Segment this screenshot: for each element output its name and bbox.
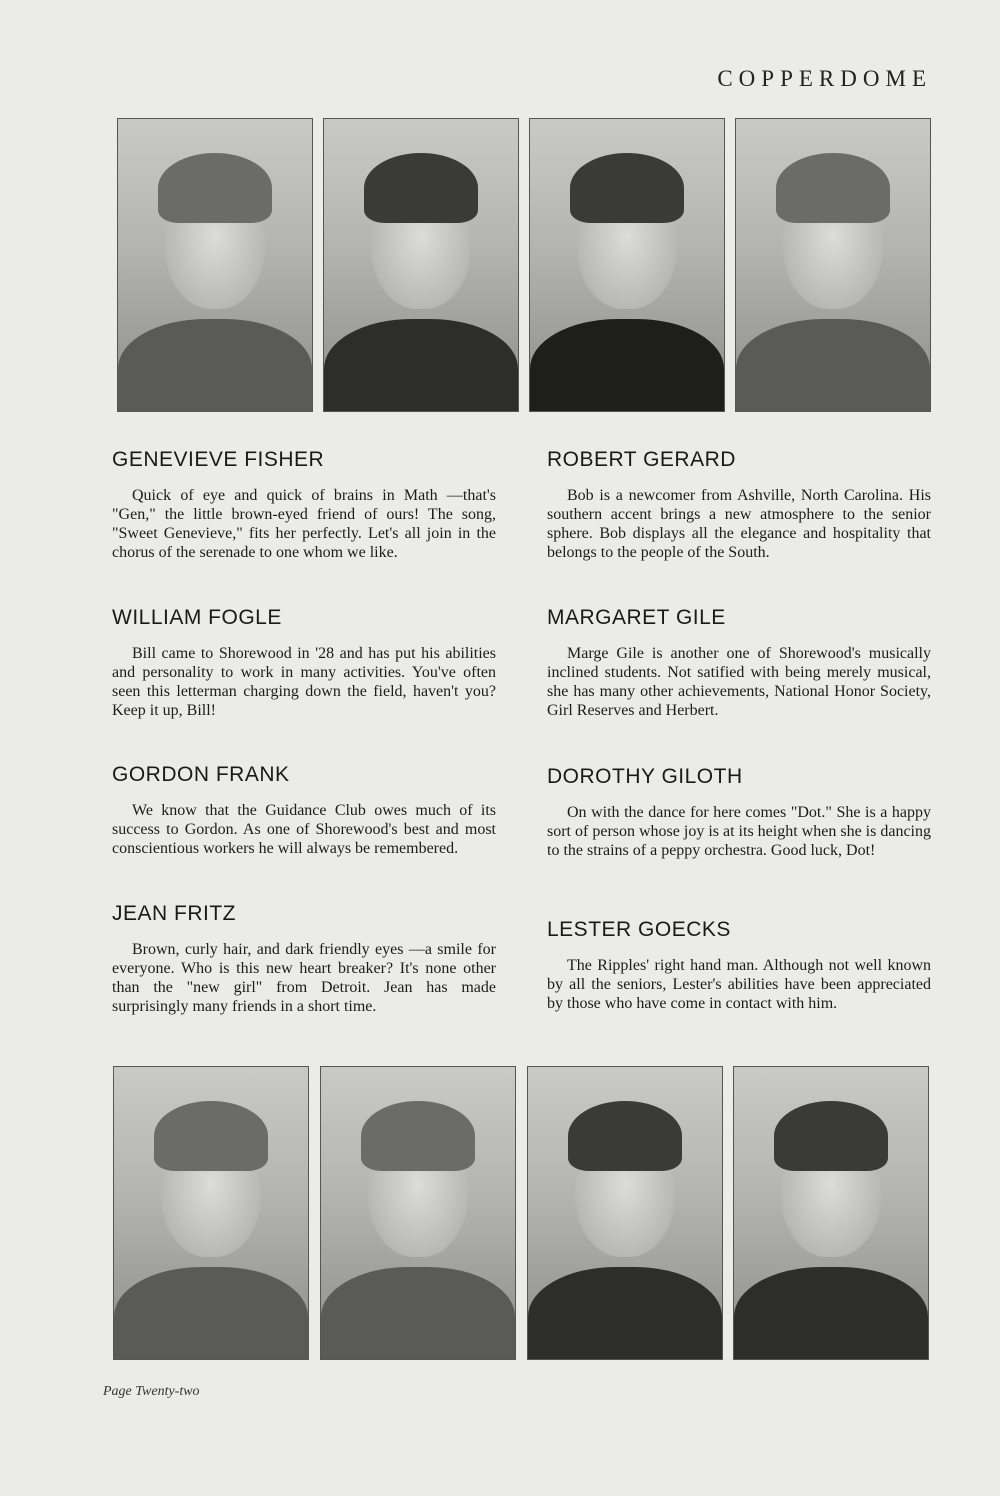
bio-name: WILLIAM FOGLE (112, 606, 282, 629)
bio-text: On with the dance for here comes "Dot." She is a happy sort of person whose joy is at its height when she is dancing to the strains of a peppy orchestra. Good luck, Dot! (547, 804, 931, 859)
portrait-photo-icon (735, 118, 931, 412)
bio-robert-gerard (547, 448, 931, 562)
bio-name: GORDON FRANK (112, 763, 290, 786)
portrait-photo-icon (733, 1066, 929, 1360)
bio-genevieve-fisher (112, 448, 496, 562)
portrait-photo-icon (323, 118, 519, 412)
bio-william-fogle (112, 606, 496, 720)
portrait-photo-icon (527, 1066, 723, 1360)
bio-text: Bill came to Shorewood in '28 and has put his abilities and personality to work in many activities. You've often seen this letterman charging down the field, haven't you? Keep it up, Bill! (112, 645, 496, 719)
portrait-photo-icon (117, 118, 313, 412)
bio-margaret-gile (547, 606, 931, 720)
bio-name: GENEVIEVE FISHER (112, 448, 325, 471)
page-number-footer: Page Twenty-two (103, 1384, 200, 1399)
portrait-photo-icon (320, 1066, 516, 1360)
bio-jean-fritz (112, 902, 496, 1016)
bio-name: DOROTHY GILOTH (547, 765, 743, 788)
portrait-photo-icon (529, 118, 725, 412)
bio-name: LESTER GOECKS (547, 918, 731, 941)
portrait-photo-icon (113, 1066, 309, 1360)
bottom-photo-row (0, 1066, 1000, 1358)
bio-text: Quick of eye and quick of brains in Math —that's "Gen," the little brown-eyed friend of ours! The song, "Sweet Genevieve," fits her perfectly. Let's all join in the chorus of the serenade to one whom we like. (112, 487, 496, 561)
bio-text: Bob is a newcomer from Ashville, North Carolina. His southern accent brings a new atmosphere to the senior sphere. Bob displays all the elegance and hospitality that belongs to the people of the South. (547, 487, 931, 561)
bio-name: MARGARET GILE (547, 606, 726, 629)
bio-gordon-frank (112, 763, 496, 858)
top-photo-row (0, 118, 1000, 410)
bio-name: JEAN FRITZ (112, 902, 236, 925)
bio-text: We know that the Guidance Club owes much of its success to Gordon. As one of Shorewood's best and most conscientious workers he will always be remembered. (112, 802, 496, 857)
bio-text: Brown, curly hair, and dark friendly eyes —a smile for everyone. Who is this new heart breaker? It's none other than the "new girl" from Detroit. Jean has made surprisingly many friends in a short time. (112, 941, 496, 1015)
bio-lester-goecks (547, 918, 931, 1013)
page-header-title: COPPERDOME (717, 66, 932, 91)
bio-dorothy-giloth (547, 765, 931, 860)
bio-text: The Ripples' right hand man. Although not well known by all the seniors, Lester's abilities have been appreciated by those who have come in contact with him. (547, 957, 931, 1012)
bio-name: ROBERT GERARD (547, 448, 736, 471)
bio-text: Marge Gile is another one of Shorewood's musically inclined students. Not satified with being merely musical, she has many other achievements, National Honor Society, Girl Reserves and Herbert. (547, 645, 931, 719)
